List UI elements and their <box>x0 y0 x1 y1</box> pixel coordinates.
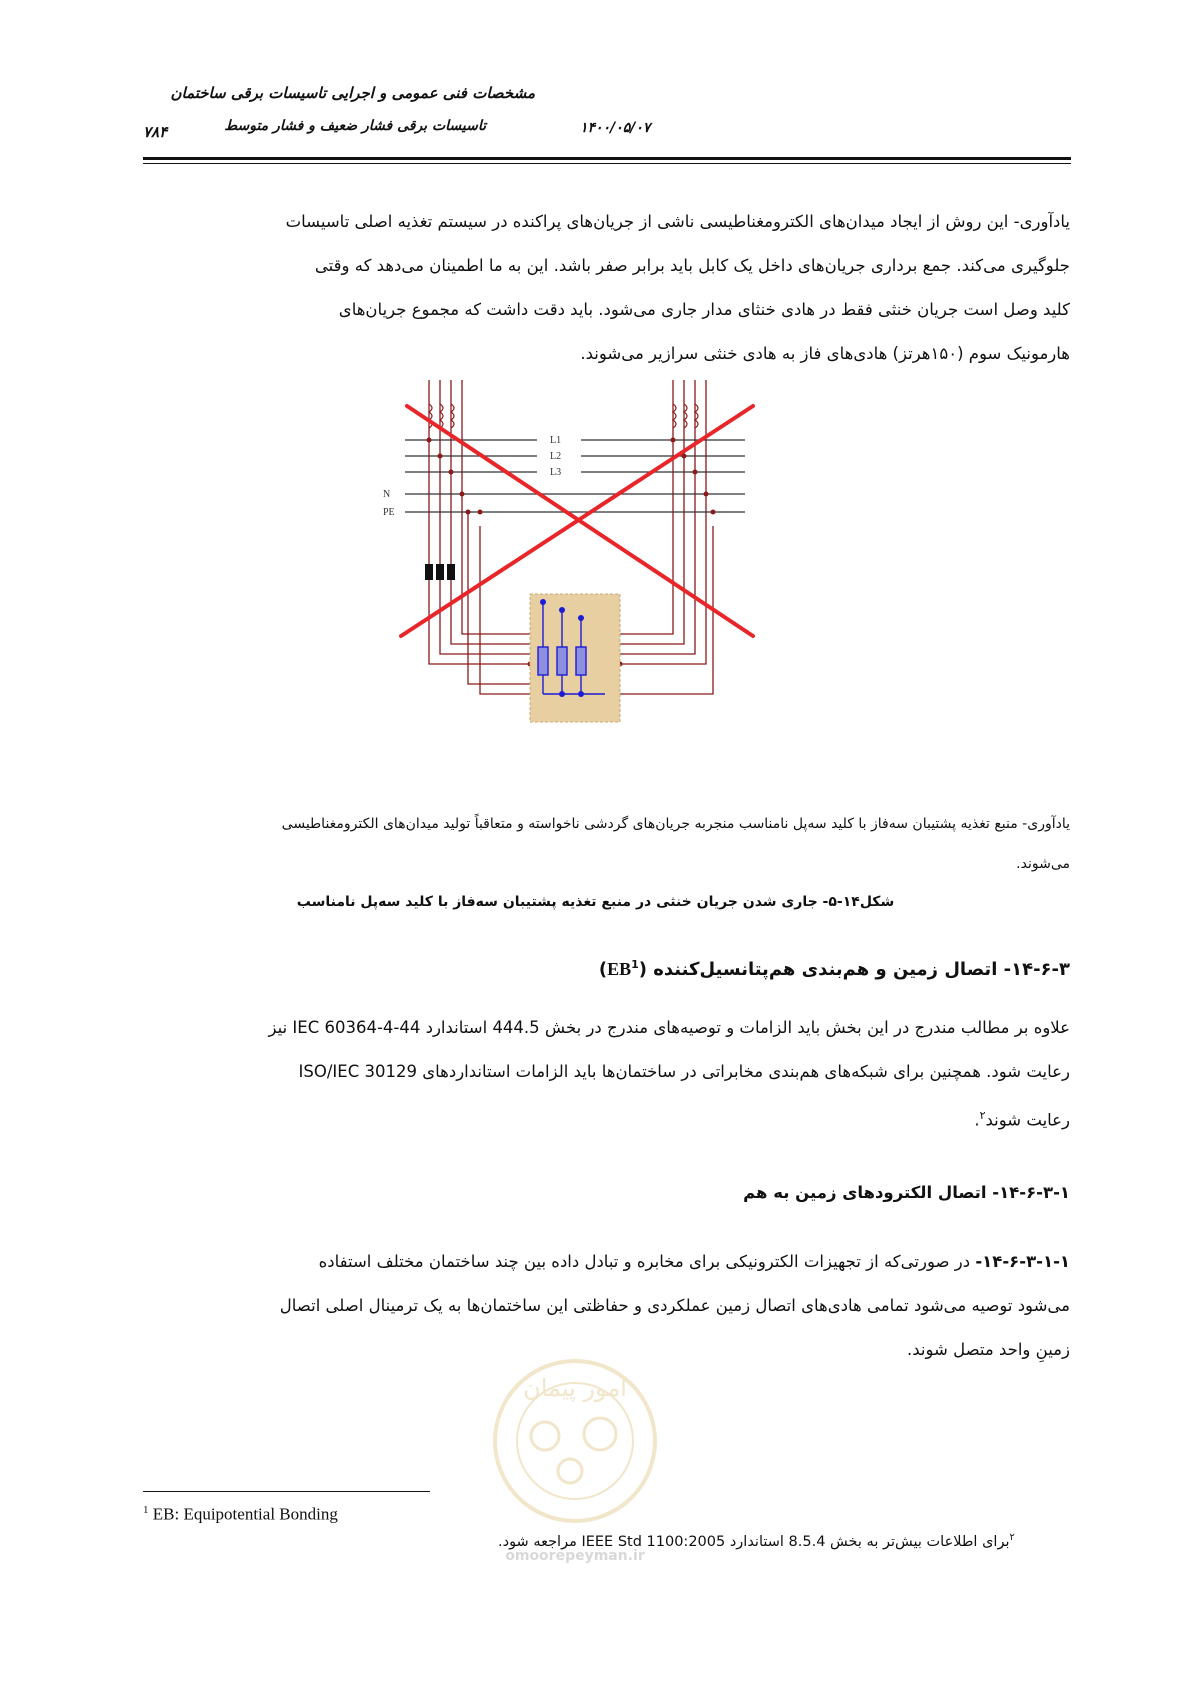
intro-line: جلوگیری می‌کند. جمع برداری جریان‌های داخل یک کابل باید برابر صفر باشد. این به ما اطمینان می‌دهد که وقتی <box>314 256 1070 275</box>
section-heading-abbr: EB <box>607 959 632 979</box>
page-number: ۷۸۴ <box>143 123 168 141</box>
footnote-ref-2[interactable]: ۲ <box>979 1109 986 1122</box>
watermark-text: omoorepeyman.ir <box>505 1548 645 1564</box>
label-n: N <box>383 489 391 500</box>
header-subtitle: تاسیسات برقی فشار ضعیف و فشار متوسط <box>224 118 486 134</box>
sub-paragraph-number: ۱۴-۶-۳-۱-۱- <box>975 1252 1070 1271</box>
sub-line-text: در صورتی‌که از تجهیزات الکترونیکی برای مخابره و تبادل داده بین چند ساختمان مختلف استفاده <box>318 1252 976 1271</box>
watermark-logo-text: امور پیمان <box>523 1374 627 1402</box>
section-line: علاوه بر مطالب مندرج در این بخش باید الزامات و توصیه‌های مندرج در بخش 444.5 استاندارد IEC 60364-4-44 نیز <box>268 1018 1070 1037</box>
intro-paragraph <box>120 200 1070 376</box>
figure-note <box>120 804 1070 884</box>
section-heading-close: ) <box>598 959 608 980</box>
section-paragraph <box>120 1006 1070 1143</box>
sub-line: زمینِ واحد متصل شوند. <box>907 1340 1070 1359</box>
transformer-coils <box>429 404 698 428</box>
footnote-rule <box>143 1491 430 1492</box>
load-blocks <box>425 564 455 580</box>
figure-note-line: می‌شوند. <box>1016 856 1070 872</box>
footnote-2-text: برای اطلاعات بیش‌تر به بخش 8.5.4 استاندارد IEEE Std 1100:2005 مراجعه شود. <box>498 1533 1010 1550</box>
header-main-title: مشخصات فنی عمومی و اجرایی تاسیسات برقی ساختمان <box>170 84 535 102</box>
header-date: ۱۴۰۰/۰۵/۰۷ <box>580 120 651 136</box>
circuit-diagram-figure <box>383 404 825 782</box>
footnote-1 <box>143 1504 338 1525</box>
sub-line: می‌شود توصیه می‌شود تمامی هادی‌های اتصال زمین عملکردی و حفاظتی این ساختمان‌ها به یک ترمینال اصلی اتصال <box>279 1296 1070 1315</box>
header-rule-thin <box>143 163 1071 164</box>
watermark-logo <box>485 1346 665 1536</box>
subheading: ۱۴-۶-۳-۱- اتصال الکترودهای زمین به هم <box>743 1183 1070 1202</box>
intro-line: کلید وصل است جریان خنثی فقط در هادی خنثای مدار جاری می‌شود. باید دقت داشت که مجموع جریان‌های <box>338 300 1070 319</box>
footnote-ref-1[interactable]: 1 <box>631 958 639 971</box>
figure-title: شکل۱۴-۵- جاری شدن جریان خنثی در منبع تغذیه پشتیبان سه‌فاز با کلید سه‌پل نامناسب <box>296 894 895 910</box>
label-l1: L1 <box>550 435 562 446</box>
footnote-2 <box>498 1532 1015 1550</box>
figure-note-line: یادآوری- منبع تغذیه پشتیبان سه‌فاز با کلید سه‌پل نامناسب منجربه جریان‌های گردشی ناخواسته و متعاقباً تولید میدان‌های الکترومغناطیسی <box>281 816 1070 832</box>
section-line-text: رعایت شوند <box>985 1110 1070 1130</box>
section-heading <box>120 958 1070 980</box>
footnote-1-text: EB: Equipotential Bonding <box>148 1504 338 1524</box>
label-l2: L2 <box>550 451 562 462</box>
section-heading-text: ۱۴-۶-۳- اتصال زمین و هم‌بندی هم‌پتانسیل‌کننده ( <box>638 959 1070 980</box>
footnote-1-mark: 1 <box>143 1504 149 1516</box>
header-rule-thick <box>143 157 1071 160</box>
section-line: رعایت شود. همچنین برای شبکه‌های هم‌بندی مخابراتی در ساختمان‌ها باید الزامات استانداردهای ISO/IEC 30129 <box>298 1062 1070 1081</box>
bus-lines <box>405 440 745 512</box>
section-line-period: . <box>974 1110 980 1130</box>
footnote-2-mark: ۲ <box>1009 1532 1015 1543</box>
section-line-last <box>120 1094 1070 1143</box>
label-l3: L3 <box>550 467 562 478</box>
label-pe: PE <box>383 507 395 518</box>
sub-line <box>120 1240 1070 1284</box>
intro-line: هارمونیک سوم (۱۵۰هرتز) هادی‌های فاز به هادی خنثی سرازیر می‌شوند. <box>580 344 1070 363</box>
intro-line: یادآوری- این روش از ایجاد میدان‌های الکترومغناطیسی ناشی از جریان‌های پراکنده در سیستم تغذیه اصلی تاسیسات <box>285 212 1070 231</box>
